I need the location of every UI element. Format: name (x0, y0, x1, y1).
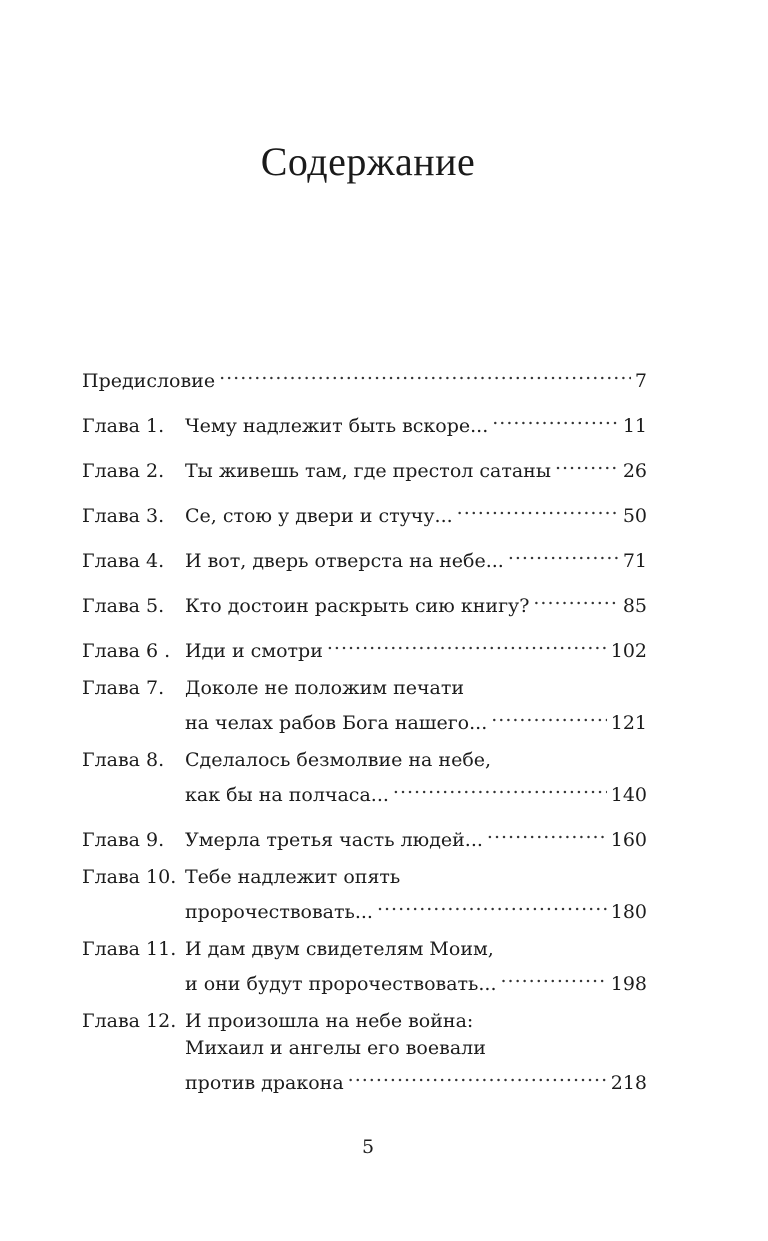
toc-line (82, 891, 647, 923)
toc-entry-chapter-7 (82, 675, 647, 734)
toc-line (82, 936, 647, 963)
dot-leader (508, 540, 619, 567)
page-number-footer: 5 (361, 1136, 375, 1158)
toc-page-number: 140 (610, 784, 647, 806)
toc-line (82, 675, 647, 702)
chapter-label: Глава 3. (82, 505, 165, 527)
toc-line (82, 630, 647, 662)
table-of-contents (82, 360, 647, 1094)
toc-entry-title: Доколе не положим печати (185, 677, 465, 699)
toc-page-number: 218 (610, 1072, 647, 1094)
toc-entry-title: Чему надлежит быть вскоре... (185, 415, 489, 437)
toc-line (82, 1035, 647, 1062)
toc-entry-chapter-4 (82, 540, 647, 572)
toc-entry-chapter-12 (82, 1008, 647, 1094)
chapter-label: Глава 10. (82, 866, 177, 888)
toc-entry-chapter-5 (82, 585, 647, 617)
dot-leader (533, 585, 618, 612)
toc-line (82, 405, 647, 437)
toc-line (82, 963, 647, 995)
toc-entry-title-continued: на челах рабов Бога нашего... (185, 712, 488, 734)
dot-leader (348, 1062, 607, 1089)
toc-entry-title-continued: и они будут пророчествовать... (185, 973, 497, 995)
toc-line (82, 450, 647, 482)
toc-line (82, 585, 647, 617)
dot-leader (327, 630, 607, 657)
toc-entry-title: Тебе надлежит опять (185, 866, 401, 888)
toc-page-number: 198 (610, 973, 647, 995)
dot-leader (501, 963, 607, 990)
toc-line (82, 819, 647, 851)
toc-page-number: 180 (610, 901, 647, 923)
toc-entry-title: Се, стою у двери и стучу... (185, 505, 453, 527)
page-title: Содержание (260, 139, 476, 184)
chapter-label: Глава 5. (82, 595, 165, 617)
chapter-label: Глава 12. (82, 1010, 177, 1032)
toc-entry-title-continued: Михаил и ангелы его воевали (185, 1037, 486, 1059)
toc-entry-chapter-6 (82, 630, 647, 662)
chapter-label: Глава 7. (82, 677, 165, 699)
toc-page-number: 121 (610, 712, 647, 734)
toc-entry-title: И произошла на небе война: (185, 1010, 474, 1032)
toc-entry-preface (82, 360, 647, 392)
toc-entry-title: Ты живешь там, где престол сатаны (185, 460, 551, 482)
toc-page-number: 11 (622, 415, 647, 437)
toc-entry-chapter-8 (82, 747, 647, 806)
chapter-label: Глава 2. (82, 460, 165, 482)
toc-page-number: 102 (610, 640, 647, 662)
chapter-label: Глава 11. (82, 938, 177, 960)
toc-entry-chapter-2 (82, 450, 647, 482)
chapter-label: Глава 8. (82, 749, 165, 771)
toc-entry-chapter-11 (82, 936, 647, 995)
toc-entry-chapter-10 (82, 864, 647, 923)
toc-line (82, 360, 647, 392)
dot-leader (219, 360, 631, 387)
dot-leader (377, 891, 607, 918)
toc-line (82, 774, 647, 806)
toc-entry-chapter-9 (82, 819, 647, 851)
toc-entry-title: Умерла третья часть людей... (185, 829, 483, 851)
toc-entry-title: Предисловие (82, 370, 216, 392)
toc-page-number: 85 (622, 595, 647, 617)
dot-leader (487, 819, 607, 846)
dot-leader (555, 450, 619, 477)
dot-leader (492, 405, 619, 432)
toc-entry-title-continued: против дракона (185, 1072, 344, 1094)
toc-page-number: 50 (622, 505, 647, 527)
toc-line (82, 702, 647, 734)
chapter-label: Глава 9. (82, 829, 165, 851)
toc-page-number: 71 (622, 550, 647, 572)
toc-line (82, 747, 647, 774)
toc-entry-chapter-1 (82, 405, 647, 437)
toc-entry-title: Сделалось безмолвие на небе, (185, 749, 492, 771)
toc-page-number: 160 (610, 829, 647, 851)
toc-entry-title: И вот, дверь отверста на небе... (185, 550, 504, 572)
toc-line (82, 540, 647, 572)
dot-leader (491, 702, 607, 729)
toc-page-number: 26 (622, 460, 647, 482)
chapter-label: Глава 6 . (82, 640, 171, 662)
toc-entry-title-continued: как бы на полчаса... (185, 784, 389, 806)
dot-leader (393, 774, 607, 801)
chapter-label: Глава 1. (82, 415, 165, 437)
toc-page-number: 7 (634, 370, 647, 392)
toc-line (82, 864, 647, 891)
toc-entry-title: Иди и смотри (185, 640, 323, 662)
toc-entry-title: И дам двум свидетелям Моим, (185, 938, 494, 960)
toc-entry-chapter-3 (82, 495, 647, 527)
toc-line (82, 1008, 647, 1035)
toc-entry-title: Кто достоин раскрыть сию книгу? (185, 595, 530, 617)
dot-leader (457, 495, 619, 522)
toc-line (82, 1062, 647, 1094)
toc-entry-title-continued: пророчествовать... (185, 901, 373, 923)
chapter-label: Глава 4. (82, 550, 165, 572)
toc-line (82, 495, 647, 527)
